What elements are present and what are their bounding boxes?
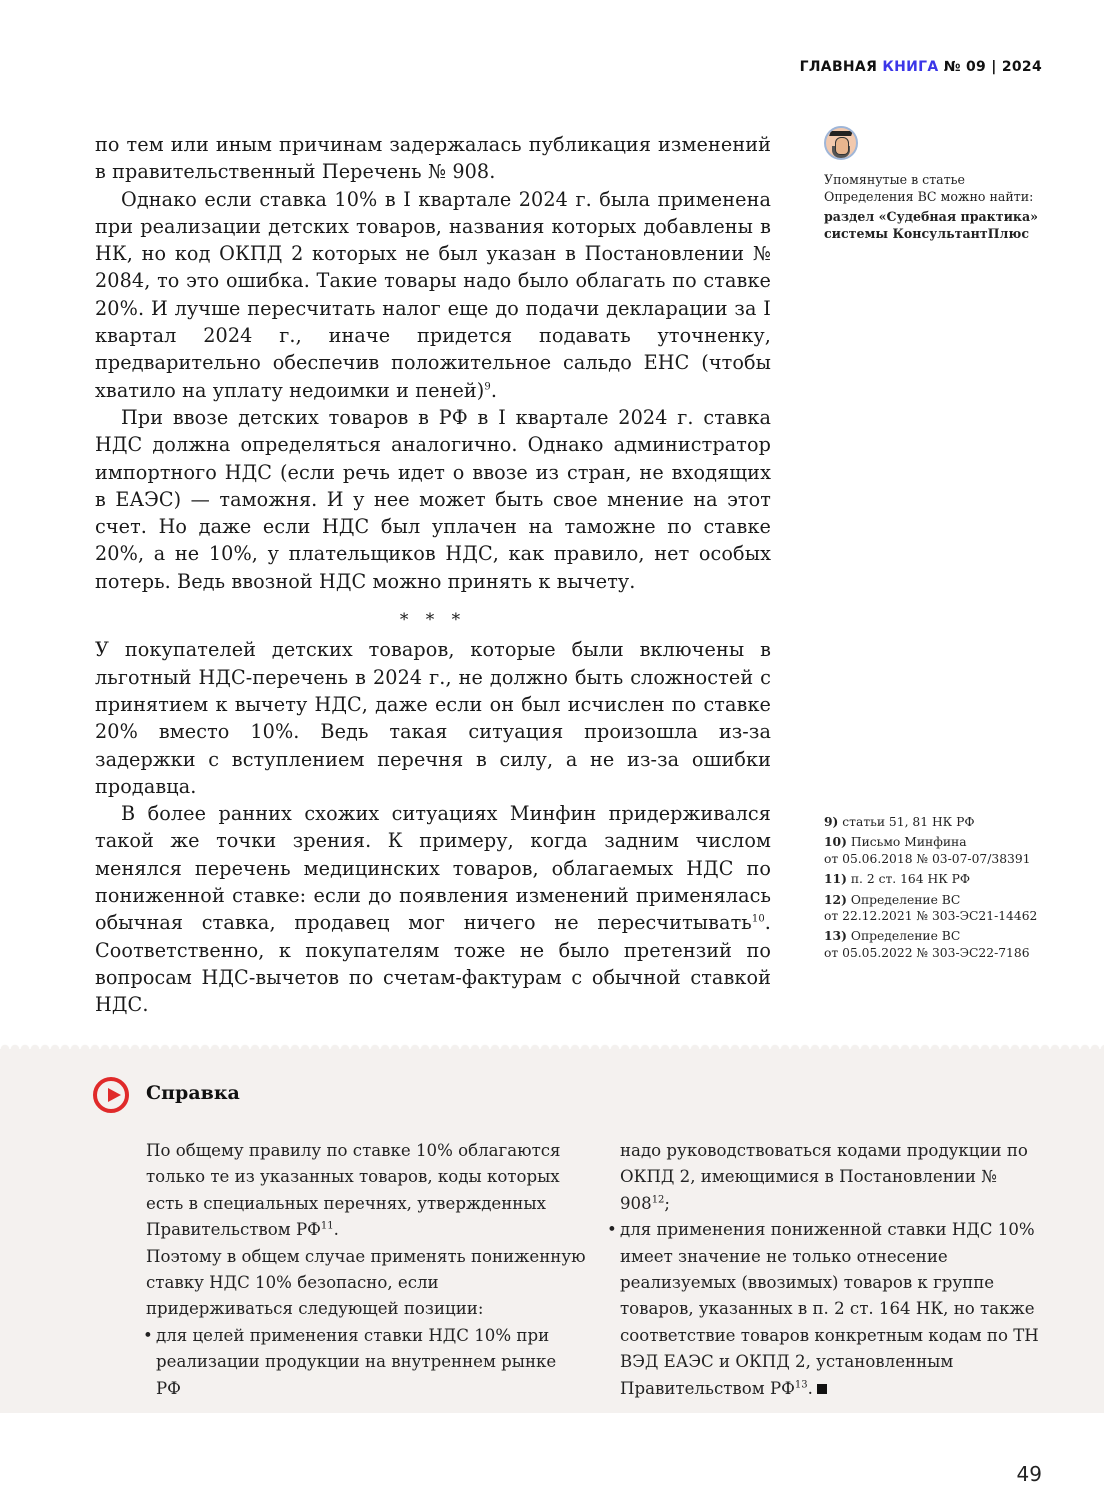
end-mark-icon [817, 1384, 827, 1394]
box-bullet-2: • для применения пониженной ставки НДС 10% имеет значение не только отнесение реализуемых (ввозимых) товаров к группе товаров, указанных в п. 2 ст. 164 НК, но также соответствие товаров конкретным кодам по ТН ВЭД ЕАЭС и ОКПД 2, установленным Правительством РФ$^{13}$. [620, 1217, 1050, 1402]
box-bullet-1-continued: надо руководствоваться кодами продукции по ОКПД 2, имеющимися в Постановлении № $908^{12}$; [620, 1141, 1028, 1213]
box-paragraph-2: Поэтому в общем случае применять пониженную ставку НДС 10% безопасно, если придерживаться следующей позиции: [146, 1246, 586, 1319]
box-column-right [620, 1138, 1050, 1402]
footnote-10: 10) Письмо Минфина от 05.06.2018 № 03-07-07/38391 [824, 834, 1031, 866]
sidebar-line-1: Упомянутые в статье [824, 172, 965, 187]
footnote-13: 13) Определение ВС от 05.05.2022 № 303-ЭС22-7186 [824, 928, 1030, 960]
page-number: 49 [1016, 1462, 1042, 1486]
article-body [95, 131, 771, 1019]
box-column-left [146, 1138, 586, 1402]
paragraph-3: При ввозе детских товаров в РФ в I квартале 2024 г. ставка НДС должна определяться аналогично. Однако администратор импортного НДС (если речь идет о ввозе из стран, не входящих в ЕАЭС) — таможня. И у нее может быть свое мнение на этот счет. Но даже если НДС был уплачен на таможне по ставке 20%, а не 10%, у плательщиков НДС, как правило, нет особых потерь. Ведь ввозной НДС можно принять к вычету. [95, 405, 771, 593]
issue-number: № 09 | 2024 [943, 59, 1042, 75]
footnote-ref-10[interactable]: 10 [751, 913, 765, 925]
masthead [800, 59, 1042, 75]
footnote-ref-9[interactable]: 9 [484, 381, 491, 393]
paragraph-2: Однако если ставка 10% в I квартале 2024 г. была применена при реализации детских товаров, названия которых добавлены в НК, но код ОКПД 2 которых не был указан в Постановлении № 2084, то это ошибка. Такие товары надо было облагать по ставке 20%. И лучше пересчитать налог еще до подачи декларации за I квартал 2024 г., иначе придется подавать уточненку, предварительно обеспечив положительное сальдо ЕНС (чтобы хватило на уплату недоимки и пеней)$^9$. [95, 187, 771, 402]
sidebar-note [824, 126, 1059, 242]
play-circle-icon [93, 1077, 129, 1113]
footnote-11: 11) п. 2 ст. 164 НК РФ [824, 871, 971, 887]
brand-main: ГЛАВНАЯ [799, 59, 878, 75]
footnote-ref-11[interactable]: 11 [320, 1220, 334, 1232]
footnote-12: 12) Определение ВС от 22.12.2021 № 303-ЭС21-14462 [824, 891, 1038, 924]
sidebar-line-2: Определения ВС можно найти: [824, 189, 1034, 204]
paragraph-5: В более ранних схожих ситуациях Минфин придерживался такой же точки зрения. К примеру, когда задним числом менялся перечень медицинских товаров, облагаемых НДС по пониженной ставке: если до появления изменений применялась обычная ставка, продавец мог ничего не пересчитывать$^{10}$. Соответственно, к покупателям тоже не было претензий по вопросам НДС-вычетов по счетам-фактурам с обычной ставкой НДС. [95, 802, 771, 1017]
box-paragraph-1: По общему правилу по ставке 10% облагаются только те из указанных товаров, коды которых есть в специальных перечнях, утвержденных Правительством РФ$^{11}$. [146, 1141, 561, 1240]
box-bullet-1: • для целей применения ставки НДС 10% при реализации продукции на внутреннем рынке РФ [156, 1323, 586, 1402]
footnote-9: 9) статьи 51, 81 НК РФ [824, 814, 975, 829]
sidebar-bold-1: раздел «Судебная практика» [824, 209, 1039, 224]
section-separator: * * * [399, 610, 467, 631]
judge-avatar-icon [824, 126, 858, 160]
footnotes [824, 814, 1074, 965]
footnote-ref-12[interactable]: 12 [651, 1194, 665, 1206]
paragraph-4: У покупателей детских товаров, которые были включены в льготный НДС-перечень в 2024 г., не должно быть сложностей с принятием к вычету НДС, даже если он был исчислен по ставке 20% вместо 10%. Ведь такая ситуация произошла из-за задержки с вступлением перечня в силу, а не из-за ошибки продавца. [95, 638, 771, 798]
reference-box [0, 1049, 1104, 1413]
box-title: Справка [146, 1082, 240, 1104]
footnote-ref-13[interactable]: 13 [794, 1379, 808, 1391]
brand-accent: КНИГА [882, 59, 939, 75]
sidebar-bold-2: системы КонсультантПлюс [824, 226, 1030, 241]
paragraph-1: по тем или иным причинам задержалась публикация изменений в правительственный Перечень № 908. [95, 133, 771, 184]
